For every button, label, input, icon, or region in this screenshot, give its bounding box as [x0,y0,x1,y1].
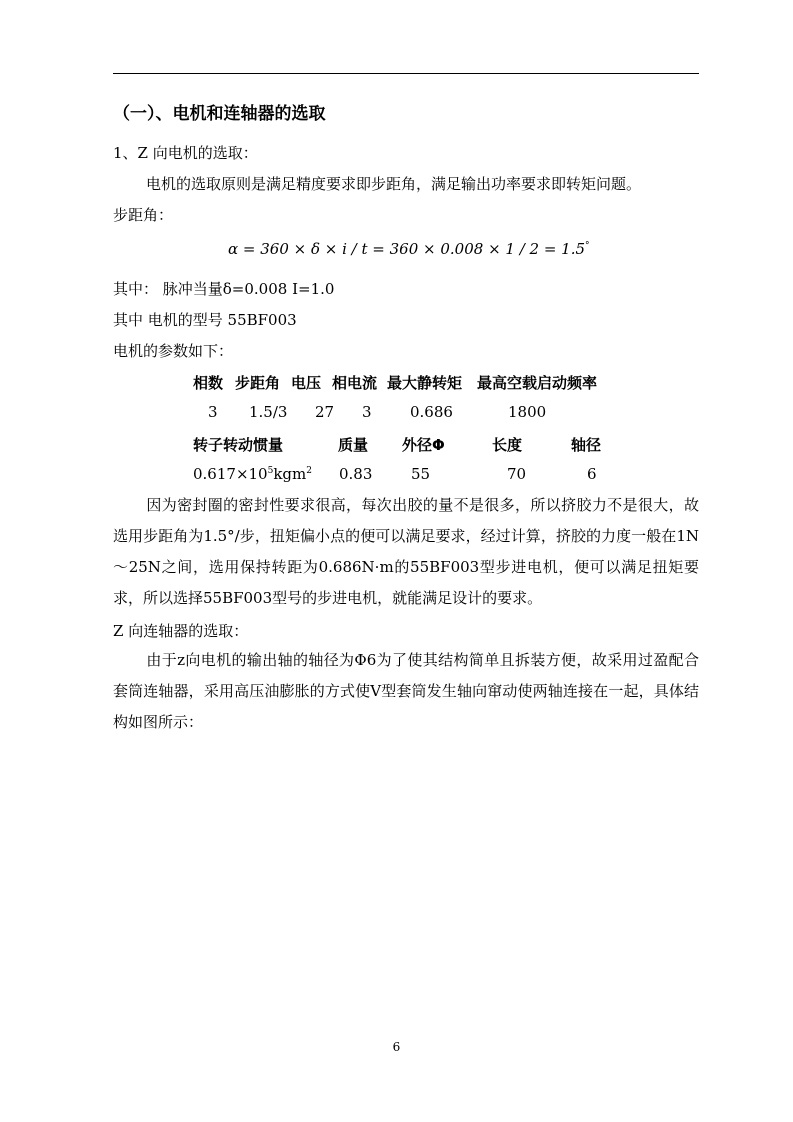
where-line: 其中： 脉冲当量δ=0.008 I=1.0 [113,280,335,298]
header-rotor-inertia: 转子转动惯量 [193,436,284,454]
header-outer-diameter: 外径Φ [402,436,445,454]
inertia-unit: kgm [273,465,307,483]
value-max-static-torque: 0.686 [410,403,453,421]
value-max-start-freq: 1800 [508,403,547,421]
inertia-exponent: 5 [267,466,274,476]
value-mass: 0.83 [339,465,373,483]
sub-heading-motor: 1、Z 向电机的选取： [113,144,258,162]
section-title: （一）、电机和连轴器的选取 [113,104,326,124]
value-voltage: 27 [315,403,335,421]
header-voltage: 电压 [291,374,322,392]
params-label: 电机的参数如下： [113,342,234,360]
paragraph-principle: 电机的选取原则是满足精度要求即步距角，满足输出功率要求即转矩问题。 [146,175,642,193]
value-length: 70 [507,465,527,483]
value-shaft-diameter: 6 [587,465,597,483]
step-angle-label: 步距角： [113,206,174,224]
paragraph-coupling [113,645,699,738]
value-phases: 3 [208,403,218,421]
value-phase-current: 3 [362,403,372,421]
step-angle-formula [228,240,590,258]
sub-heading-coupling: Z 向连轴器的选取： [113,622,249,640]
paragraph-torque-selection [113,490,699,614]
header-length: 长度 [492,436,523,454]
page-number: 6 [392,1040,401,1054]
header-phases: 相数 [193,374,224,392]
paragraph-torque-text: 因为密封圈的密封性要求很高，每次出胶的量不是很多，所以挤胶力不是很大，故选用步距角为1.5°/步，扭矩偏小点的便可以满足要求，经过计算，挤胶的力度一般在1N～25N之间，选用保持转距为0.686N·m的55BF003型步进电机，便可以满足扭矩要求，所以选择55BF003型号的步进电机，就能满足设计的要求。 [113,496,699,607]
formula-degree: ° [585,241,590,251]
model-line: 其中 电机的型号 55BF003 [113,311,297,329]
header-step-angle: 步距角 [235,374,281,392]
header-max-static-torque: 最大静转矩 [387,374,463,392]
value-rotor-inertia [193,465,312,483]
value-step-angle: 1.5/3 [249,403,288,421]
paragraph-coupling-text: 由于z向电机的输出轴的轴径为Φ6为了使其结构简单且拆装方便，故采用过盈配合套筒连轴器，采用高压油膨胀的方式使V型套筒发生轴向窜动使两轴连接在一起，具体结构如图所示： [113,651,699,731]
inertia-mantissa: 0.617×10 [193,465,268,483]
header-rule [113,73,699,74]
inertia-unit-exponent: 2 [306,466,312,476]
value-outer-diameter: 55 [411,465,431,483]
header-max-start-freq: 最高空载启动频率 [477,374,598,392]
header-mass: 质量 [338,436,369,454]
header-shaft-diameter: 轴径 [571,436,602,454]
formula-text: α = 360 × δ × i / t = 360 × 0.008 × 1 / 2 = 1.5 [228,240,586,258]
header-phase-current: 相电流 [332,374,378,392]
